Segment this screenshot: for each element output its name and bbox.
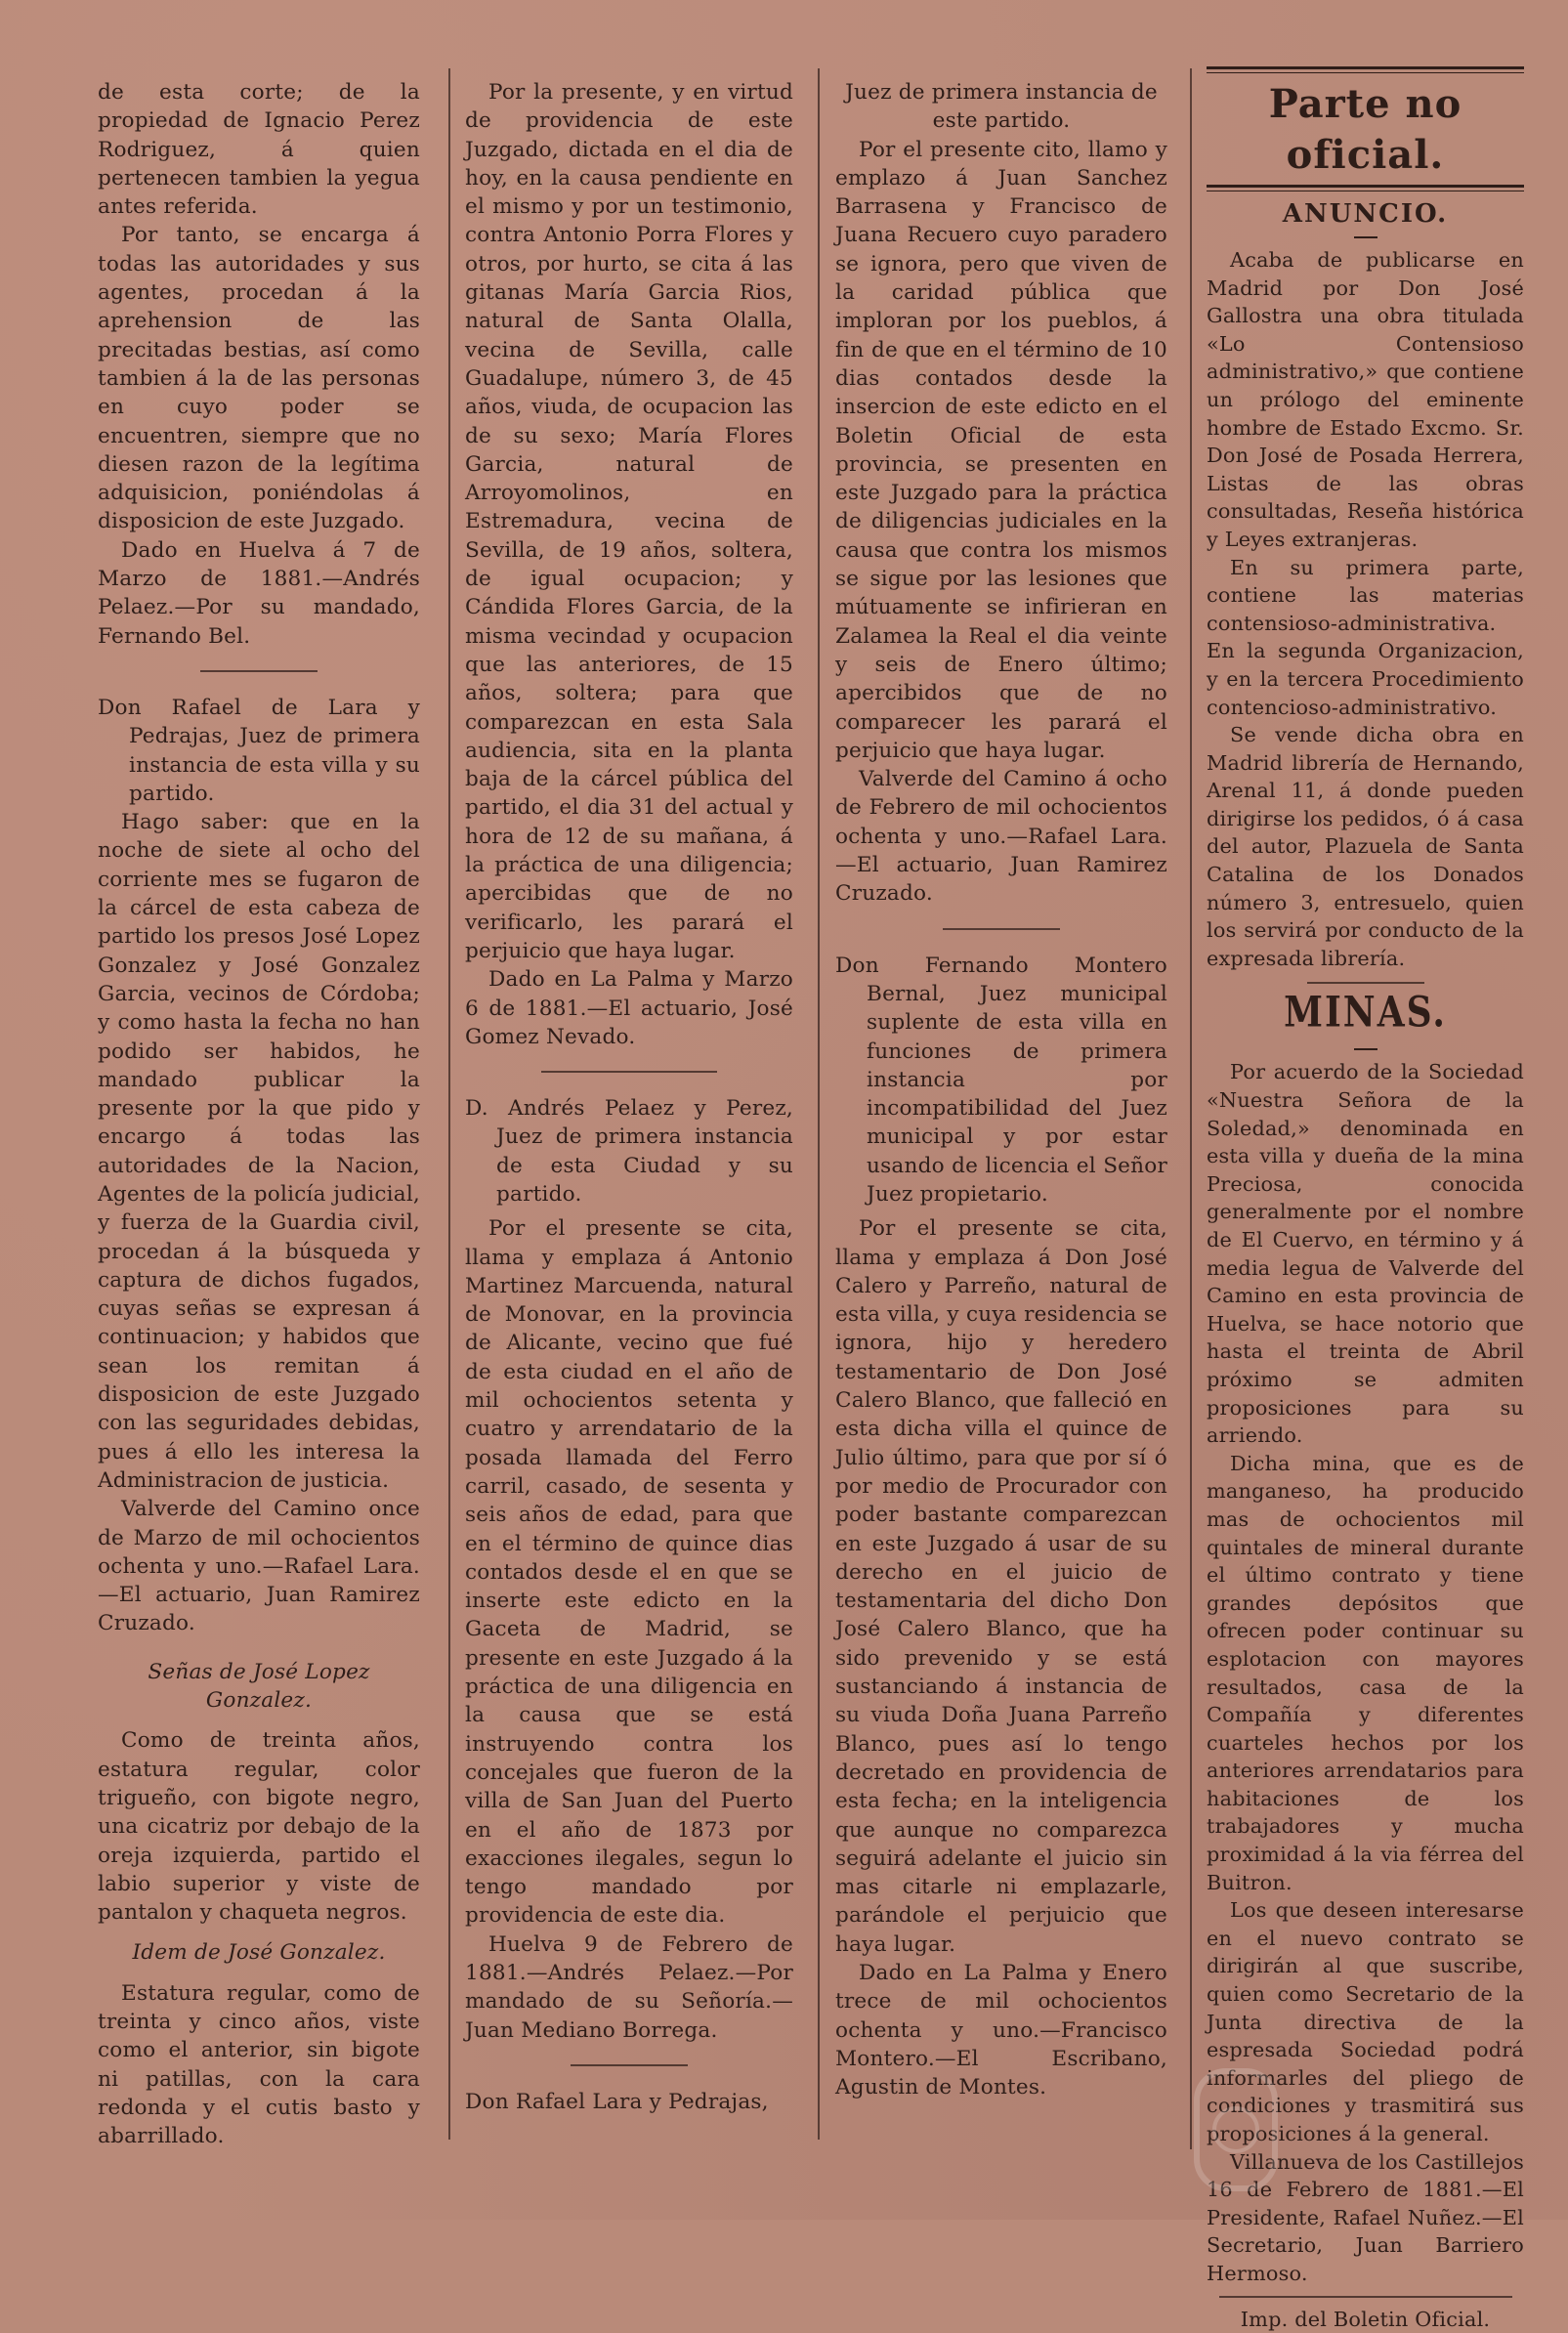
col2-edict-header-continued: Don Rafael Lara y Pedrajas,	[465, 2089, 769, 2114]
double-rule-bottom	[1207, 185, 1524, 191]
col1-paragraph-1: de esta corte; de la propiedad de Ignacio Perez Rodriguez, á quien pertenecen tambien la yegua antes referida.	[98, 80, 420, 220]
col4-anuncio-paragraph-2: En su primera parte, contiene las materias contensioso-administrativa. En la segunda Organizacion, y en la tercera Procedimiento contencioso-administrativo.	[1207, 555, 1524, 719]
col4-anuncio-paragraph-1: Acaba de publicarse en Madrid por Don José Gallostra una obra titulada «Lo Contensioso administrativo,» que contiene un prólogo del eminente hombre de Estado Excmo. Sr. Don José de Posada Herrera, Listas de las obras consultadas, Reseña histórica y Leyes extranjeras.	[1207, 248, 1524, 551]
column-2	[465, 78, 793, 2116]
col3-date-signature-1: Valverde del Camino á ocho de Febrero de mil ochocientos ochenta y uno.—Rafael Lara.—El actuario, Juan Ramirez Cruzado.	[835, 767, 1167, 907]
col1-description-1: Como de treinta años, estatura regular, color trigueño, con bigote negro, una cicatriz por debajo de la oreja izquierda, partido el labio superior y viste de pantalon y chaqueta negros.	[98, 1728, 420, 1926]
col1-edict-body: Hago saber: que en la noche de siete al ocho del corriente mes se fugaron de la cárcel de esta cabeza de partido los presos José Lopez Gonzalez y José Gonzalez Garcia, vecinos de Córdoba; y como hasta la fecha no han podido ser habidos, he mandado publicar la presente por la que pido y encargo á todas las autoridades de la Nacion, Agentes de la policía judicial, y fuerza de la Guardia civil, procedan á la búsqueda y captura de dichos fugados, cuyas señas se expresan á continuacion; y habidos que sean los remitan á disposicion de este Juzgado con las seguridades debidas, pues á ello les interesa la Administracion de justicia.	[98, 810, 420, 1493]
dash-ornament	[1354, 236, 1377, 238]
section-title: Parte no oficial.	[1268, 81, 1462, 178]
library-seal-icon	[1187, 2061, 1480, 2198]
col4-minas-paragraph-3: Los que deseen interesarse en el nuevo contrato se dirigirán al que suscribe, quien como Secretario de la Junta directiva de la espresada Sociedad podrá informarles del pliego de condiciones y trasmitirá sus proposiciones á la general.	[1207, 1898, 1524, 2145]
col3-date-signature-2: Dado en La Palma y Enero trece de mil ochocientos ochenta y uno.—Francisco Montero.—El Escribano, Agustin de Montes.	[835, 1961, 1167, 2100]
col3-header-continuation: Juez de primera instancia de este partido.	[845, 80, 1158, 134]
col4-anuncio-paragraph-3: Se vende dicha obra en Madrid librería de Hernando, Arenal 11, á donde pueden dirigirse los pedidos, ó á casa del autor, Plazuela de Santa Catalina de los Donados número 3, entresuelo, quien los servirá por conducto de la expresada librería.	[1207, 723, 1524, 970]
col4-minas-paragraph-1: Por acuerdo de la Sociedad «Nuestra Señora de la Soledad,» denominada en esta villa y dueña de la mina Preciosa, conocida generalmente por el nombre de El Cuervo, en término y á media legua de Valverde del Camino en esta provincia de Huelva, se hace notorio que hasta el treinta de Abril próximo se admiten proposiciones para su arriendo.	[1207, 1060, 1524, 1448]
dash-ornament	[1354, 1048, 1377, 1050]
separator-rule	[943, 928, 1060, 930]
separator-rule	[200, 670, 318, 672]
col3-edict-body-1: Por el presente cito, llamo y emplazo á Juan Sanchez Barrasena y Francisco de Juana Recuero cuyo paradero se ignora, pero que viven de la caridad pública que imploran por los pueblos, á fin de que en el término de 10 dias contados desde la insercion de este edicto en el Boletin Oficial de esta provincia, se presenten en este Juzgado para la práctica de diligencias judiciales en la causa que contra los mismos se sigue por las lesiones que mútuamente se infirieran en Zalamea la Real el dia veinte y seis de Enero último; apercibidos que de no comparecer les parará el perjuicio que haya lugar.	[835, 137, 1167, 763]
col3-edict-header: Don Fernando Montero Bernal, Juez municipal suplente de esta villa en funciones de primera instancia por incompatibilidad del Juez municipal y por estar usando de licencia el Señor Juez propietario.	[835, 953, 1167, 1207]
separator-rule	[1219, 2296, 1512, 2298]
column-rule-1	[448, 68, 450, 2140]
column-4	[1207, 66, 1524, 2333]
col1-description-2: Estatura regular, como de treinta y cinco años, viste como el anterior, sin bigote ni patillas, con la cara redonda y el cutis basto y abarrillado.	[98, 1980, 420, 2149]
anuncio-heading: ANUNCIO.	[1282, 199, 1449, 229]
imprint-line: Imp. del Boletin Oficial.	[1240, 2307, 1491, 2331]
minas-heading: MINAS.	[1284, 988, 1447, 1038]
separator-rule	[1307, 982, 1424, 984]
col2-edict-body-2: Por el presente se cita, llama y emplaza á Antonio Martinez Marcuenda, natural de Monovar, en la provincia de Alicante, vecino que fué de esta ciudad en el año de mil ochocientos setenta y cuatro y arrendatario de la posada llamada del Ferro carril, casado, de sesenta y seis años de edad, para que en el término de quince dias contados desde el en que se inserte este edicto en la Gaceta de Madrid, se presente en este Juzgado á la práctica de una diligencia en la causa que se está instruyendo contra los concejales que fueron de la villa de San Juan del Puerto en el año de 1873 por exacciones ilegales, segun lo tengo mandado por providencia de este dia.	[465, 1216, 793, 1929]
column-3	[835, 78, 1167, 2101]
col1-subheading-2: Idem de José Gonzalez.	[132, 1940, 386, 1966]
separator-rule	[571, 2064, 688, 2066]
col1-edict-header: Don Rafael de Lara y Pedrajas, Juez de primera instancia de esta villa y su partido.	[98, 695, 420, 806]
double-rule-top	[1207, 66, 1524, 73]
col4-minas-signature: Villanueva de los Castillejos 16 de Febrero de 1881.—El Presidente, Rafael Nuñez.—El Secretario, Juan Barriero Hermoso.	[1207, 2149, 1524, 2285]
col1-subheading-1: Señas de José Lopez Gonzalez.	[148, 1659, 370, 1714]
column-1	[98, 78, 420, 2150]
column-rule-2	[818, 68, 820, 2140]
col1-date-signature-2: Valverde del Camino once de Marzo de mil ochocientos ochenta y uno.—Rafael Lara.—El actuario, Juan Ramirez Cruzado.	[98, 1497, 420, 1636]
col3-edict-body-2: Por el presente se cita, llama y emplaza á Don José Calero y Parreño, natural de esta villa, y cuya residencia se ignora, hijo y heredero testamentario de Don José Calero Blanco, que falleció en esta dicha villa el quince de Julio último, para que por sí ó por medio de Procurador con poder bastante comparezcan en este Juzgado á usar de su derecho en el juicio de testamentaria del dicho Don José Calero Blanco, que ha sido prevenido y se está sustanciando á instancia de su viuda Doña Juana Parreño Blanco, pues así lo tengo decretado en providencia de esta fecha; en la inteligencia que aunque no comparezca seguirá adelante el juicio sin mas citarle ni emplazarle, parándole el perjuicio que haya lugar.	[835, 1216, 1167, 1957]
col2-edict-header: D. Andrés Pelaez y Perez, Juez de primera instancia de esta Ciudad y su partido.	[465, 1096, 793, 1207]
col1-paragraph-2: Por tanto, se encarga á todas las autoridades y sus agentes, procedan á la aprehension de las precitadas bestias, así como tambien á la de las personas en cuyo poder se encuentren, siempre que no diesen razon de la legítima adquisicion, poniéndolas á disposicion de este Juzgado.	[98, 223, 420, 534]
col2-date-signature-1: Dado en La Palma y Marzo 6 de 1881.—El actuario, José Gomez Nevado.	[465, 967, 793, 1049]
separator-rule	[541, 1071, 717, 1073]
column-rule-3	[1190, 68, 1192, 2149]
col2-edict-body-1: Por la presente, y en virtud de providencia de este Juzgado, dictada en el dia de hoy, en la causa pendiente en el mismo y por un testimonio, contra Antonio Porra Flores y otros, por hurto, se cita á las gitanas María Garcia Rios, natural de Santa Olalla, vecina de Sevilla, calle Guadalupe, número 3, de 45 años, viuda, de ocupacion las de su sexo; María Flores Garcia, natural de Arroyomolinos, en Estremadura, vecina de Sevilla, de 19 años, soltera, de igual ocupacion; y Cándida Flores Garcia, de la misma vecindad y ocupacion que las anteriores, de 15 años, soltera; para que comparezcan en esta Sala audiencia, sita en la planta baja de la cárcel pública del partido, el dia 31 del actual y hora de 12 de su mañana, á la práctica de una diligencia; apercibidas que de no verificarlo, les parará el perjuicio que haya lugar.	[465, 80, 793, 963]
col1-date-signature-1: Dado en Huelva á 7 de Marzo de 1881.—Andrés Pelaez.—Por su mandado, Fernando Bel.	[98, 537, 420, 649]
col2-date-signature-2: Huelva 9 de Febrero de 1881.—Andrés Pelaez.—Por mandado de su Señoría.—Juan Mediano Borrega.	[465, 1931, 793, 2043]
col4-minas-paragraph-2: Dicha mina, que es de manganeso, ha producido mas de ochocientos mil quintales de mineral durante el último contrato y tiene grandes depósitos que ofrecen poder continuar su esplotacion con mayores resultados, casa de la Compañía y diferentes cuarteles hechos por los anteriores arrendatarios para habitaciones de los trabajadores y mucha proximidad á la via férrea del Buitron.	[1207, 1451, 1524, 1894]
